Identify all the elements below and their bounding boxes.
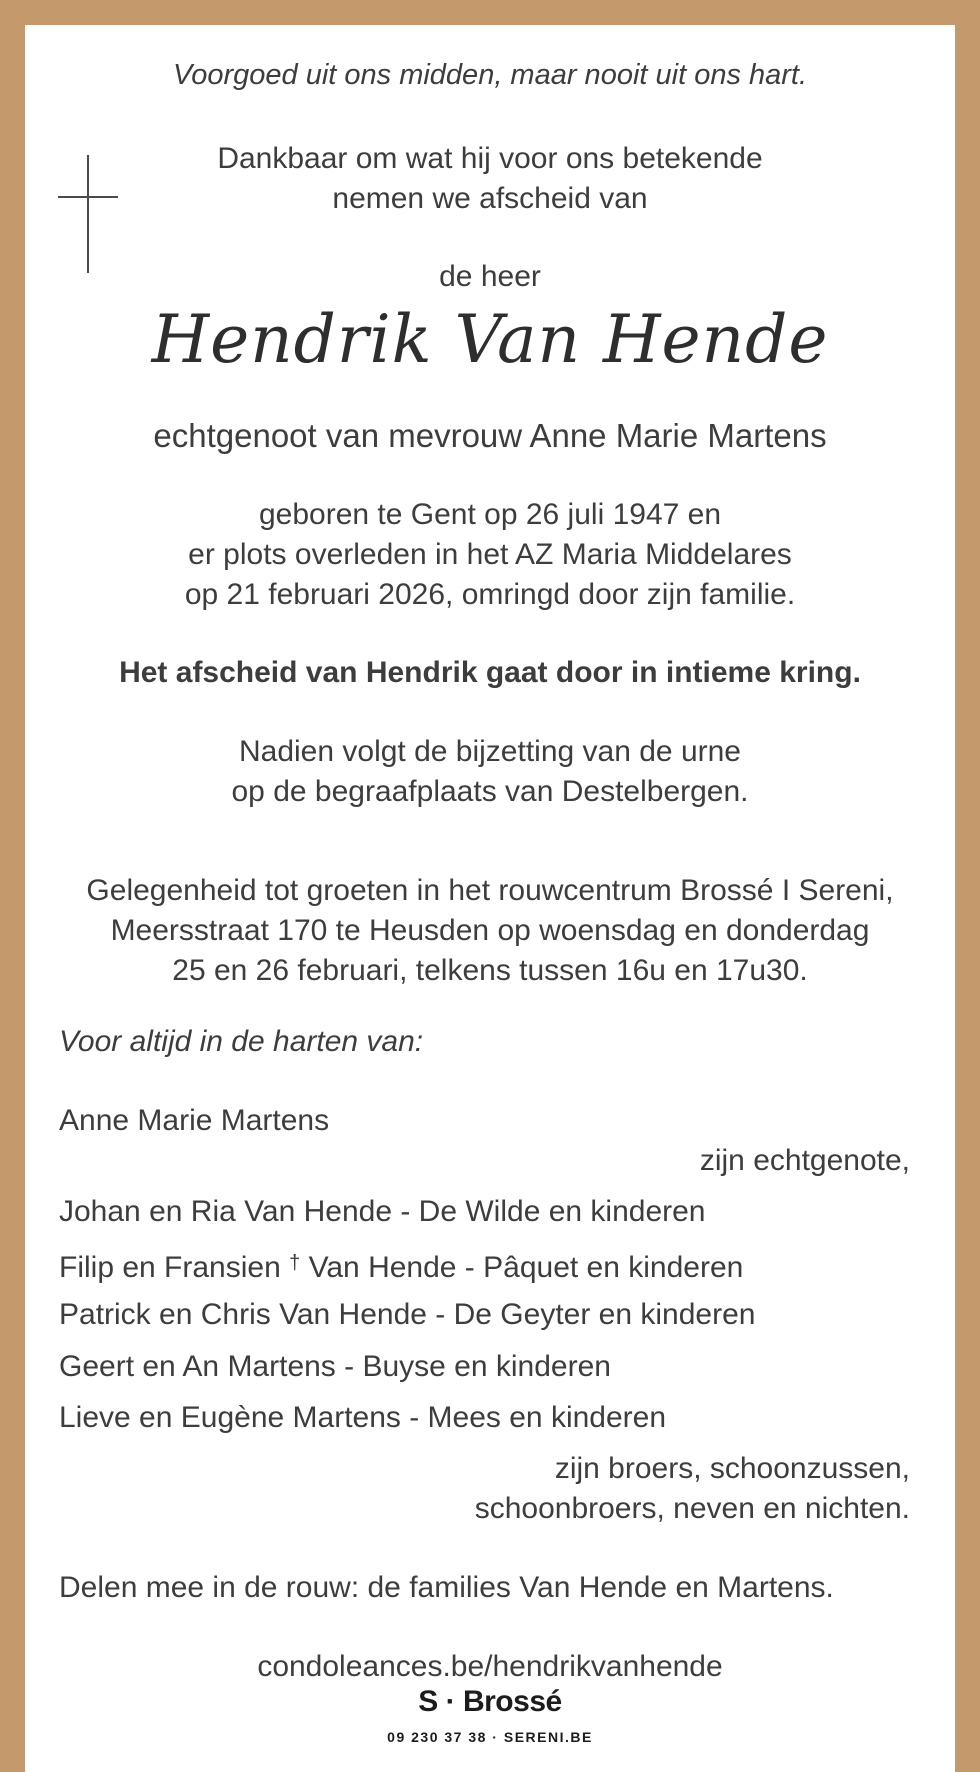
info-line: 25 en 26 februari, telkens tussen 16u en 17u30.: [172, 954, 808, 987]
info-line: geboren te Gent op 26 juli 1947 en: [258, 498, 722, 531]
relation-line: schoonbroers, neven en nichten.: [474, 1492, 910, 1525]
family-name-part: Filip en Fransien: [59, 1251, 281, 1284]
family-relation: [475, 1449, 910, 1529]
family-line: Geert en An Martens - Buyse en kinderen: [59, 1350, 611, 1383]
funeral-home-logo: S · Brossé: [418, 1685, 562, 1718]
visitation-info: [25, 871, 955, 991]
farewell-notice: Het afscheid van Hendrik gaat door in intieme kring.: [119, 656, 861, 689]
info-line: op 21 februari 2026, omringd door zijn familie.: [184, 578, 796, 611]
deceased-name: Hendrik Van Hende: [151, 301, 829, 378]
info-line: Gelegenheid tot groeten in het rouwcentrum Brossé I Sereni,: [86, 874, 894, 907]
mourners-intro: Voor altijd in de harten van:: [59, 1025, 424, 1058]
info-line: er plots overleden in het AZ Maria Middelares: [188, 538, 792, 571]
family-line: Johan en Ria Van Hende - De Wilde en kinderen: [59, 1195, 706, 1228]
tagline: Voorgoed uit ons midden, maar nooit uit ons hart.: [172, 59, 808, 91]
info-line: op de begraafplaats van Destelbergen.: [231, 775, 749, 808]
spouse-line: echtgenoot van mevrouw Anne Marie Martens: [153, 417, 827, 454]
obituary-card: [25, 25, 955, 1772]
condolence-website[interactable]: condoleances.be/hendrikvanhende: [257, 1650, 723, 1683]
families-line: Delen mee in de rouw: de families Van Hende en Martens.: [59, 1571, 834, 1604]
family-line: [59, 1243, 743, 1288]
family-line: Patrick en Chris Van Hende - De Geyter en kinderen: [59, 1298, 756, 1331]
family-line: Lieve en Eugène Martens - Mees en kinderen: [59, 1401, 667, 1434]
intro-line: nemen we afscheid van: [332, 182, 648, 215]
honorific: de heer: [439, 260, 541, 293]
family-name-part: Van Hende - Pâquet en kinderen: [308, 1251, 744, 1284]
birth-death-info: [25, 495, 955, 615]
info-line: Meersstraat 170 te Heusden op woensdag en donderdag: [110, 914, 870, 947]
intro-line: Dankbaar om wat hij voor ons betekende: [217, 142, 763, 175]
spouse-relation: zijn echtgenote,: [699, 1144, 910, 1177]
deceased-mark: †: [289, 1252, 301, 1274]
info-line: Nadien volgt de bijzetting van de urne: [238, 735, 741, 768]
spouse-name: Anne Marie Martens: [59, 1104, 330, 1137]
relation-line: zijn broers, schoonzussen,: [554, 1452, 910, 1485]
burial-info: [25, 732, 955, 812]
funeral-home-contact: 09 230 37 38 · SERENI.BE: [387, 1729, 593, 1745]
intro-text: [25, 139, 955, 219]
